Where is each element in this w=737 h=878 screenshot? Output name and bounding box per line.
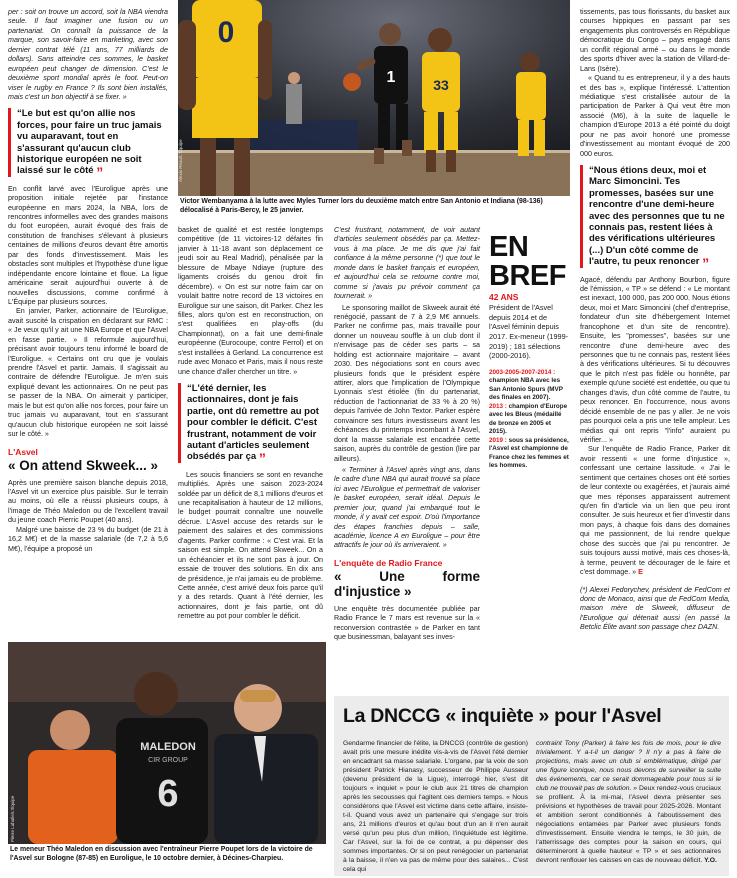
dnccg-quote-end: contraint Tony (Parker) à faire les fois de mois, pour le dire trivialement. Y a-t-il un danger ? Il n'y a pas à faire de projections, mais avec un club si emblématique, dirigé par une figure iconique, nous nous devons de surveiller la suite des événements, car ce serait dommageable pour tous si le club ne trouvait pas de solution. » [536, 740, 721, 793]
section-title-injustice: « Une forme d'injustice » [334, 569, 480, 599]
quote-close-icon: ” [258, 450, 266, 467]
en-bref-bio: Président de l'Asvel depuis 2014 et de l'Asvel féminin depuis 2017. Ex-meneur (1999-2019) ; 181 sélections (2000-2016). [489, 303, 569, 361]
en-bref-age: 42 ANS [489, 292, 519, 302]
en-bref-box [489, 233, 569, 471]
article-column-2 [178, 226, 323, 622]
photo-credit-bottom: Pierre Lahalle/L'Équipe [10, 795, 15, 842]
photo-maledon-poupet [8, 642, 326, 844]
dnccg-signature: Y.O. [704, 857, 717, 865]
pull-quote-2 [178, 383, 323, 467]
paragraph: C'est frustrant, notamment, de voir autant d'articles seulement obsédés par ça. Mettez-vous à ma place. Je me dis que j'ai fait confiance à la même personne (*) que tout le monde dans le basket français et européen, et aujourd'hui cela se retourne contre moi, comme si j'avais pu prévoir comment ça tournerait. » [334, 226, 480, 301]
section-title-skweek: « On attend Skweek... » [8, 457, 159, 473]
section-kicker-asvel: L'Asvel [8, 446, 38, 457]
palmares-item [489, 437, 569, 471]
pull-quote-3 [580, 165, 730, 272]
svg-text:0: 0 [217, 16, 235, 49]
photo-wembanyama-turner [178, 0, 570, 196]
paragraph-text: Sur l'enquête de Radio France, Parker dit avoir ressenti « une forme d'injustice », confessant une certaine lassitude. « J'ai le sentiment que certaines choses ont été sorties de leur contexte ou exagérées, et j'aurais aimé que mes réponses apparaissent autrement qu'en fin d'article via un lien que peu iront consulter. Je suis heureux et fier d'investir dans mon pays, à chaque fois dans des domaines qui me passionnent, de lui rendre quelque chose des succès que j'ai pu rencontrer. Je suis toujours aussi motivé, mais ces choses-là, à terme, peuvent te décourager de le faire et c'est dommage. » [580, 445, 730, 577]
pull-quote-1-text: “Le but est qu'on allie nos forces, pour faire un truc jamais vu auparavant, tout en s'assurant qu'aucun club historique européen ne soit laissé sur le côté [17, 108, 162, 177]
dnccg-title: La DNCCG « inquiète » pour l'Asvel [343, 705, 662, 727]
palmares-year: 2013 : [489, 402, 507, 410]
paragraph: tissements, pas tous florissants, du basket aux courses hippiques en passant par ses engagements plus controversés en République démocratique du Congo – pays engagé dans un conflit régional armé – ou dans le monde des sports d'hiver avec la station de Villard-de-Lans (Isère). [580, 8, 730, 73]
article-column-3 [334, 226, 480, 643]
author-signature: E [638, 568, 643, 577]
photo-caption-top: Victor Wembanyama à la lutte avec Myles Turner lors du deuxième match entre San Antonio et Indiana (98-136) délocalisé à Paris-Bercy, le 25 janvier. [180, 198, 543, 214]
paragraph: Le sponsoring maillot de Skweek aurait été renégocié, passant de 7 à 2,9 M€ annuels. Parker ne confirme pas, mais travaille pour donner un nouveau souffle à un club dont il n'envisage pas de céder ses parts – sa holding est actionnaire majoritaire – avant 2030. Des négociations sont en cours avec plusieurs fonds que le président espère attirer, alors que l'implication de l'Olympique Lyonnais s'est étiolée (fin du partenariat, réduction de l'actionnariat de 33 % à 20 %) depuis l'arrivée de John Textor. Parker espère convaincre ses futurs investisseurs avant les échéances du printemps incombant à l'Asvel, dont la masse salariale est encadrée cette saison, auprès du contrôle de gestion (lire par ailleurs). [334, 303, 480, 463]
section-kicker-radio-france: L'enquête de Radio France [334, 557, 443, 568]
article-column-5 [580, 8, 730, 633]
footnote: (*) Alexei Fedorychev, président de FedCom et donc de Monaco, ainsi que de FedCom Media, maison mère de Skweek, diffuseur de l'Euroligue qui détenait aussi (en passé la Betclic Élite avant son passage chez DAZN. [580, 585, 730, 632]
quote-close-icon: ” [702, 255, 710, 272]
photo-caption-bottom: Le meneur Théo Maledon en discussion avec l'entraîneur Pierre Poupet lors de la victoire de l'Asvel sur Bologne (87-85) en Euroligue, le 10 octobre dernier, à Décines-Charpieu. [10, 846, 313, 862]
dnccg-column-right [536, 739, 721, 865]
paragraph: Les soucis financiers se sont en revanche multipliés. Après une saison 2023-2024 soldée par un déficit de 8,1 millions d'euros et une recapitalisation à hauteur de 12 millions, le budget pourrait connaître une nouvelle décrue. L'Asvel accuse des retards sur le paiement des salaires et des commissions d'agents. Parker confirme : « C'est vrai. Et la saison est simple. On attend Skweek... On a un échéancier et ils ne sont pas à jour. On essaie de trouver des solutions. En dix ans de présidence, je n'ai jamais eu de problème. Cette année, c'est arrivé deux fois parce qu'il y a des retards. Quant à l'été dernier, les actionnaires, dont je fais partie, ont dû remettre au pot pour combler le déficit. [178, 470, 323, 621]
en-bref-palmares [489, 369, 569, 471]
photo-credit-top: Alexis Réau/L'Équipe [178, 139, 183, 182]
svg-text:6: 6 [157, 773, 179, 815]
paragraph: Après une première saison blanche depuis 2018, l'Asvel vit un exercice plus paisible. Sur le terrain au moins, où elle a réussi plusieurs coups, à l'image de Théo Maledon ou de l'excellent travail du jeune coach Pierric Poupet (40 ans). [8, 478, 168, 525]
paragraph: basket de qualité et est restée longtemps compétitive (de 11 victoires-12 défaites fin janvier à 11-18 avant son déplacement ce jeudi soir au Real Madrid), pénalisée par la blessure de Mbaye Ndiaye (rupture des ligaments croisés du genou droit fin décembre). « On est sur notre faim car on voulait battre notre record de 13 victoires en Euroligue sur une saison, dit Parker. Chez les filles, alors qu'on est en reconstruction, on s'est qualifiées en play-offs (du Championnat), on a fait une demi-finale européenne (Eurocoupe, contre Ferrol) et on s'est installées à Gerland. La concurrence est rude avec Monaco et Paris, mais il nous reste une chance d'aller chercher un titre. » [178, 226, 323, 376]
paragraph: En conflit larvé avec l'Euroligue après une proposition initiale rejetée par l'instance européenne en mars 2024, la NBA, lors de rencontres informelles avec des grandes maisons du foot européen, aurait évoqué des frais de constitution de franchises s'élevant à plusieurs centaines de millions d'euros devant être amortis par des fonds d'investissement. Mais les obstacles sont multiples et l'hypothèse d'une ligue indépendante encore lointaine et floue. La ligue américaine serait aujourd'hui ouverte à de nouvelles discussions, comme confirmé à L'Équipe par plusieurs sources. [8, 184, 168, 306]
svg-text:1: 1 [386, 69, 396, 86]
palmares-year: 2019 : [489, 436, 507, 444]
paragraph: Agacé, défendu par Anthony Bourbon, figure de l'émission, « TP » se défend : « Le montant est inexact, 100 000, pas 200 000. Nous étions deux, moi et Marc Simoncini (chef d'entreprise, fondateur d'un site d'hébergement Internet francophone et d'un site de rencontre). Ensuite, les "promesses", basées sur une rencontre d'une demi-heure avec des personnes que tu ne connais pas, restent liées à des vérifications ultérieures. Si tu découvres que le pitch n'est pas fidèle ou honnête, par exemple qu'une société est endettée, ou que tu changes d'avis, d'un côté comme de l'autre, tu peux renoncer. En l'occurrence, nous avons décidé ensemble de ne pas y aller. Je ne vois pas pourquoi cela a pris une telle ampleur. Les médias qui ont repris "l'info" auraient pu vérifier... » [580, 275, 730, 444]
paragraph: Malgré une baisse de 23 % du budget (de 21 à 16,2 M€) et de la masse salariale (de 7,2 à 5,6 M€), l'équipe a proposé un [8, 525, 168, 553]
dnccg-text: Deux rendez-vous cruciaux se profilent. À la mi-mai, l'Asvel devra présenter ses prévisions et hypothèses de travail pour 2025-2026. Montant et ambition seront conditionnés à l'aboutissement des négociations entamées par Parker avec plusieurs fonds d'investissement. Ensuite viendra le temps, le 30 juin, de l'atterrissage des comptes pour la saison en cours, qui détermineront à quelle hauteur « TP » et ses actionnaires devront renflouer les caisses en cas de nouveau déficit. [536, 785, 721, 865]
svg-text:CIR GROUP: CIR GROUP [148, 757, 188, 764]
dnccg-column-left: Gendarme financier de l'élite, la DNCCG (contrôle de gestion) avait pris une mesure inédite vis-à-vis de l'Asvel l'été dernier en encadrant sa masse salariale. L'organe, par la voix de son président Patrick Hianasy, successeur de Philippe Ausseur (devenu président de la Ligue), interrogé hier, s'est dit toujours « inquiet » pour le club aux 21 titres de champion après les secousses qui l'agitent ces derniers temps. « Nous considérons que l'Asvel est victime dans cette affaire, insiste-t-il. Quand vous avez un partenaire qui s'engage sur trois ans, 21 millions d'euros et qu'au bout d'un an il n'en aurait versé qu'un peu plus d'un million, l'inquiétude est légitime. Car l'Asvel, sur la foi de ce contrat, a pu dépenser des sommes importantes. Or si on peut renégocier un partenariat à la baisse, il n'en va pas de même pour des salaires... C'est cela qui [343, 740, 528, 874]
paragraph: « Terminer à l'Asvel après vingt ans, dans le cadre d'une NBA qui aurait trouvé sa place ici avec l'Euroligue et permettrait de valoriser le basket européen, serait idéal. Depuis le premier jour, quand j'ai embarqué tout le monde, il y avait cet espoir. D'où l'importance des étapes franchies depuis – salle, académie, licence A en Euroligue – pour être attractifs le jour où ils arriveraient. » [334, 465, 480, 550]
palmares-text: champion d'Europe avec les Bleus (médaillé de bronze en 2005 et 2015). [489, 402, 568, 436]
paragraph: Une enquête très documentée publiée par Radio France le 7 mars est revenue sur la « reconversion contrastée » de Parker en tant que businessman, balayant ses inves- [334, 604, 480, 642]
palmares-year: 2003-2005-2007-2014 : [489, 368, 556, 376]
pull-quote-3-text: “Nous étions deux, moi et Marc Simoncini. Tes promesses, basées sur une rencontre d'une demi-heure avec des personnes que tu ne connais pas, restent liées à des vérifications ultérieures (...) D'un côté comme de l'autre, tu peux renoncer [589, 165, 725, 268]
photo-illustration [178, 0, 570, 196]
article-column-1 [8, 8, 168, 554]
palmares-item [489, 403, 569, 437]
pull-quote-2-text: “L'été dernier, les actionnaires, dont je fais partie, ont dû remettre au pot pour combler le déficit. C'est frustrant, notamment de voir autant d'articles seulement obsédés par ça [187, 383, 319, 463]
svg-text:MALEDON: MALEDON [140, 741, 196, 753]
svg-text:33: 33 [433, 77, 449, 93]
photo-illustration [8, 642, 326, 844]
text-intro: per : soit on trouve un accord, soit la NBA viendra seule. Il faut imaginer une fusion ou un partenariat. On connaît la puissance de la marque, son savoir-faire en marketing, avec son dernier contrat télé (11 ans, 77 milliards de dollars). Sans atteindre ces sommes, le basket européen peut changer de dimension. C'est le deuxième sport mondial après le foot. Peut-on viser le rugby en France ? Ils sont bien installés, mais c'est un bon objectif à se fixer. » [8, 8, 168, 101]
palmares-text: sous sa présidence, l'Asvel est championne de France chez les femmes et les hommes. [489, 436, 569, 470]
paragraph [580, 445, 730, 577]
pull-quote-1 [8, 108, 168, 181]
dnccg-box [334, 696, 729, 876]
palmares-text: champion NBA avec les San Antonio Spurs (MVP des finales en 2007). [489, 377, 563, 402]
quote-close-icon: ” [96, 164, 104, 181]
paragraph: En janvier, Parker, actionnaire de l'Euroligue, avait suscité la crispation en déclarant sur RMC : « Je veux qu'il y ait une NBA Europe et que l'Asvel en fasse partie. » Il reformule aujourd'hui, précisant avoir toujours tenu informé le board de l'Euroligue. « Certains ont cru que je voulais prendre l'Asvel et partir. Jamais. Il s'agissait au contraire de défendre l'Euroligue. Je m'en suis expliqué devant les actionnaires. On ne peut pas se passer de la NBA. On aimerait y participer, mais le but est qu'on allie nos forces, pour faire un truc jamais vu auparavant, tout en s'assurant qu'aucun club historique européen ne soit laissé sur le côté. » [8, 307, 168, 439]
palmares-item [489, 369, 569, 403]
en-bref-title: EN BREF [489, 231, 566, 292]
paragraph: « Quand tu es entrepreneur, il y a des hauts et des bas », explique l'intéressé. L'attention médiatique s'est cristallisée autour de la participation de Parker à Qui veut être mon associé (M6), à la suite de laquelle le champion d'Europe 2013 a été pointé du doigt pour ne pas avoir honoré une promesse d'investissement au montant évoqué de 200 000 euros. [580, 74, 730, 158]
